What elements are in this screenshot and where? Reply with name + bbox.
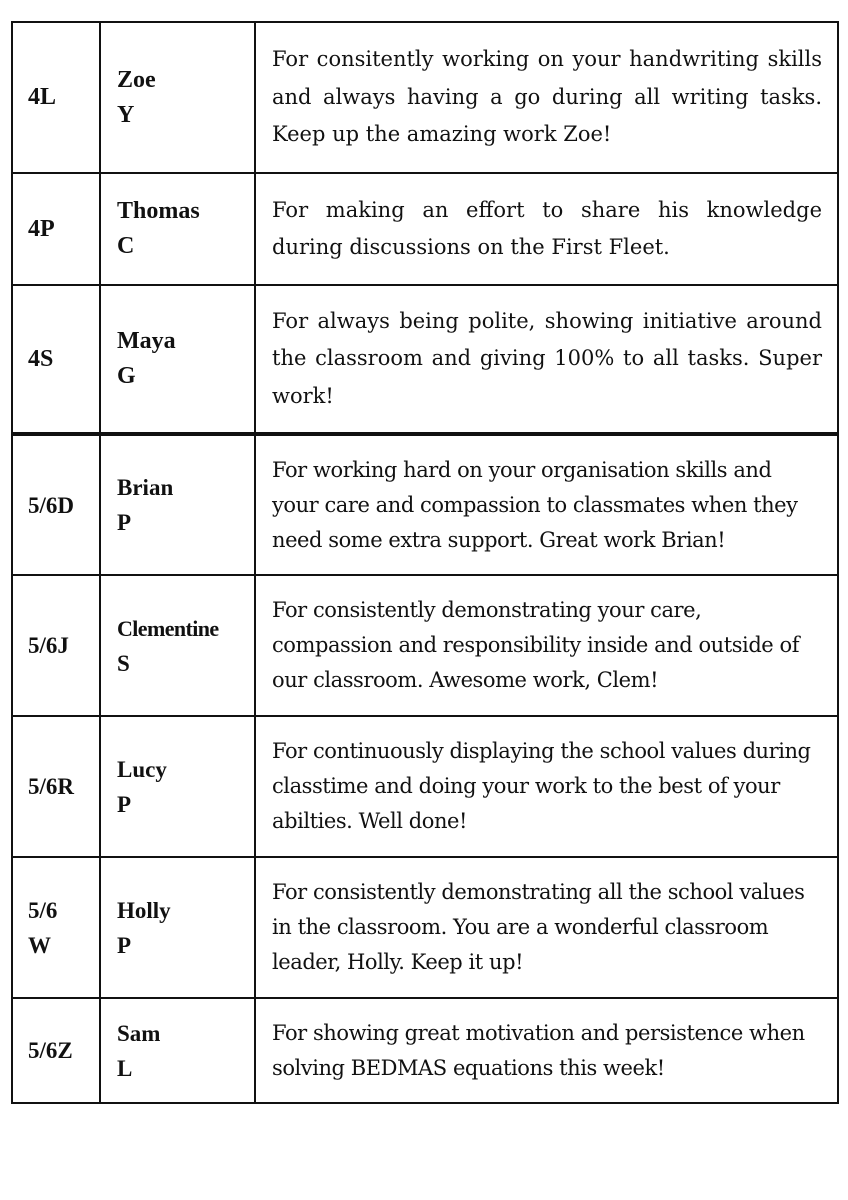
student-initial: P — [117, 932, 132, 958]
award-message: For working hard on your organisation skills and your care and compassion to classmates when they need some extra support. Great work Brian! — [255, 434, 838, 575]
table-row — [12, 857, 838, 998]
student-name-cell — [100, 173, 255, 285]
student-name-cell — [100, 285, 255, 434]
student-name-cell — [100, 857, 255, 998]
awards-table — [11, 21, 839, 1104]
class-cell: 5/6Z — [12, 998, 100, 1103]
student-first-name: Zoe — [117, 66, 156, 93]
student-initial: G — [117, 363, 136, 389]
award-message: For continuously displaying the school values during classtime and doing your work to the best of your abilties. Well done! — [255, 716, 838, 857]
student-first-name: Sam — [117, 1020, 161, 1046]
award-message: For always being polite, showing initiative around the classroom and giving 100% to all tasks. Super work! — [255, 285, 838, 434]
student-first-name: Brian — [117, 475, 174, 500]
award-message: For consistently demonstrating your care, compassion and responsibility inside and outside of our classroom. Awesome work, Clem! — [255, 575, 838, 716]
student-initial: L — [117, 1055, 133, 1081]
class-cell: 4L — [12, 22, 100, 173]
award-message: For making an effort to share his knowledge during discussions on the First Fleet. — [255, 173, 838, 285]
student-first-name: Clementine — [117, 615, 219, 641]
class-cell: 5/6R — [12, 716, 100, 857]
class-cell: 4P — [12, 173, 100, 285]
student-initial: C — [117, 233, 135, 259]
student-first-name: Thomas — [117, 198, 200, 224]
table-row — [12, 998, 838, 1103]
class-cell: 5/6J — [12, 575, 100, 716]
table-row — [12, 434, 838, 575]
table-row — [12, 575, 838, 716]
award-message: For consitently working on your handwriting skills and always having a go during all writing tasks. Keep up the amazing work Zoe! — [255, 22, 838, 173]
student-name-cell — [100, 22, 255, 173]
award-message: For showing great motivation and persistence when solving BEDMAS equations this week! — [255, 998, 838, 1103]
student-initial: S — [117, 650, 130, 676]
student-initial: P — [117, 510, 132, 535]
student-initial: Y — [117, 101, 135, 128]
table-row — [12, 173, 838, 285]
student-first-name: Lucy — [117, 756, 167, 782]
class-label: 5/6 W — [28, 897, 58, 958]
table-row — [12, 716, 838, 857]
table-row — [12, 285, 838, 434]
student-initial: P — [117, 791, 132, 817]
class-cell: 5/6D — [12, 434, 100, 575]
award-message: For consistently demonstrating all the school values in the classroom. You are a wonderful classroom leader, Holly. Keep it up! — [255, 857, 838, 998]
student-name-cell — [100, 998, 255, 1103]
student-first-name: Holly — [117, 897, 171, 923]
table-row — [12, 22, 838, 173]
student-first-name: Maya — [117, 328, 176, 354]
class-cell: 4S — [12, 285, 100, 434]
student-name-cell — [100, 716, 255, 857]
class-cell — [12, 857, 100, 998]
student-name-cell — [100, 575, 255, 716]
student-name-cell — [100, 434, 255, 575]
